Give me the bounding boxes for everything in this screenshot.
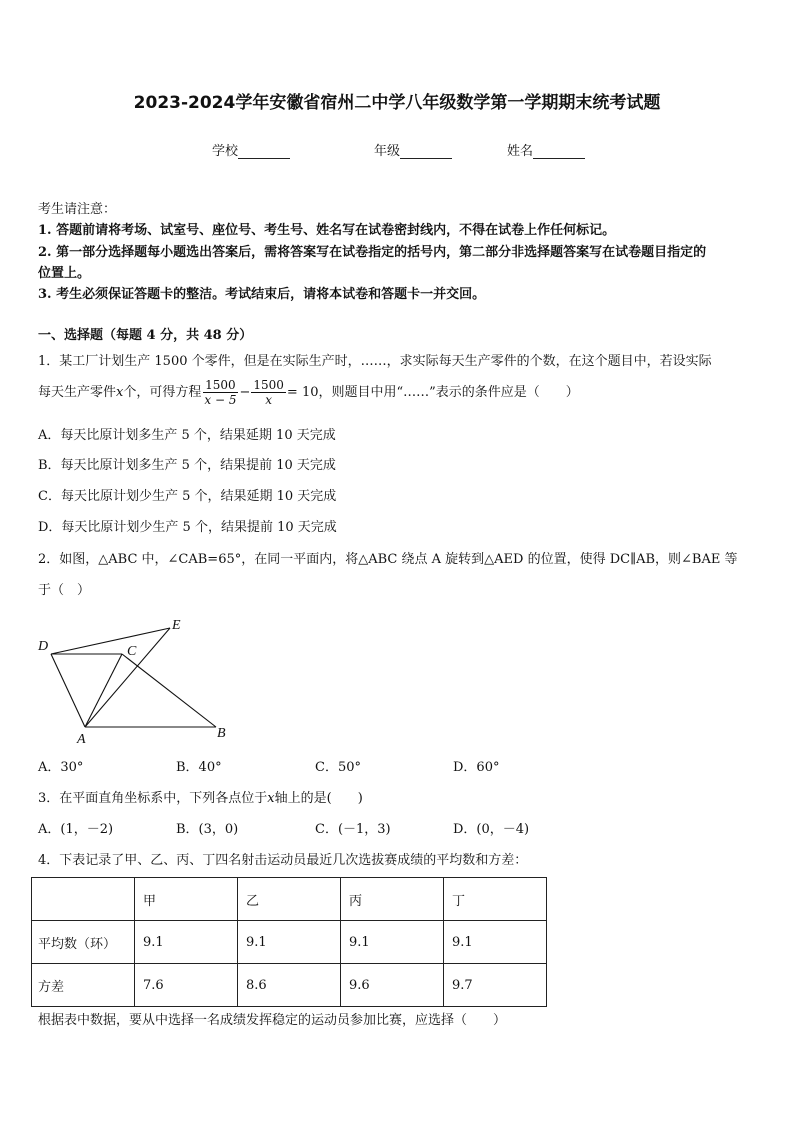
table-cell: 丙 [341,878,444,921]
table-cell: 甲 [135,878,238,921]
table-cell [32,878,135,921]
table-cell: 9.6 [341,964,444,1007]
q2-line2: 于（ ） [38,583,91,598]
fraction-1: $\frac{1500}{x - 5}$ [204,378,237,407]
label-a: A [77,732,86,747]
table-cell: 9.1 [238,921,341,964]
name-label: 姓名 [507,144,534,159]
label-b: B [217,726,226,741]
table-header-row [32,878,547,921]
q3-option-c: C．(－1，3) [315,822,391,837]
grade-field [374,140,452,159]
grade-blank [400,144,452,159]
notice-heading: 考生请注意： [38,202,117,217]
q2-option-c: C．50° [315,760,361,775]
table-cell: 方差 [32,964,135,1007]
q3-line: 3．在平面直角坐标系中，下列各点位于x轴上的是( ) [38,791,363,806]
segment-ae [85,628,170,727]
table-row [32,964,547,1007]
table-cell: 平均数（环） [32,921,135,964]
q1-option-c: C．每天比原计划少生产 5 个，结果延期 10 天完成 [38,489,337,504]
q4-after: 根据表中数据，要从中选择一名成绩发挥稳定的运动员参加比赛，应选择（ ） [38,1013,507,1028]
label-c: C [127,644,137,659]
q2-option-b: B．40° [176,760,222,775]
table-cell: 丁 [444,878,547,921]
q1-option-a: A．每天比原计划多生产 5 个，结果延期 10 天完成 [38,428,336,443]
school-label: 学校 [212,144,239,159]
segment-cb [122,654,216,727]
q1-option-b: B．每天比原计划多生产 5 个，结果提前 10 天完成 [38,458,336,473]
table-cell: 9.1 [135,921,238,964]
school-field [212,140,290,159]
notice-item-1: 1. 答题前请将考场、试室号、座位号、考生号、姓名写在试卷密封线内，不得在试卷上作任何标记。 [38,223,616,238]
table-cell: 9.1 [341,921,444,964]
table-cell: 8.6 [238,964,341,1007]
school-blank [238,144,290,159]
section-heading: 一、选择题（每题 4 分，共 48 分） [38,328,253,343]
q3-option-d: D．(0，－4) [453,822,530,837]
table-cell: 9.7 [444,964,547,1007]
segment-de [51,628,170,654]
table-cell: 7.6 [135,964,238,1007]
page-title: 2023-2024学年安徽省宿州二中学八年级数学第一学期期末统考试题 [133,93,661,113]
notice-item-3: 3. 考生必须保证答题卡的整洁。考试结束后，请将本试卷和答题卡一并交回。 [38,287,486,302]
table-cell: 9.1 [444,921,547,964]
q2-option-d: D．60° [453,760,500,775]
name-blank [533,144,585,159]
grade-label: 年级 [374,144,401,159]
q4-line1: 4．下表记录了甲、乙、丙、丁四名射击运动员最近几次选拔赛成绩的平均数和方差： [38,853,528,868]
label-e: E [172,618,181,633]
table-row [32,921,547,964]
scores-table [31,877,547,1007]
segment-da [51,654,85,727]
notice-item-2: 2. 第一部分选择题每小题选出答案后，需将答案写在试卷指定的括号内，第二部分非选择题答案写在试卷题目指定的 [38,245,707,260]
q2-option-a: A．30° [38,760,84,775]
fraction-2: $\frac{1500}{x}$ [253,378,284,407]
name-field [507,140,585,159]
geometry-figure [30,612,240,752]
q2-line1: 2．如图，△ABC 中，∠CAB=65°，在同一平面内，将△ABC 绕点 A 旋转到△AED 的位置，使得 DC∥AB，则∠BAE 等 [38,552,738,567]
label-d: D [38,639,49,654]
notice-item-2-cont: 位置上。 [38,266,91,281]
q3-option-b: B．(3，0) [176,822,239,837]
q3-option-a: A．(1，－2) [38,822,114,837]
q1-line1: 1．某工厂计划生产 1500 个零件，但是在实际生产时，……，求实际每天生产零件的个数，在这个题目中，若设实际 [38,354,712,369]
q1-option-d: D．每天比原计划少生产 5 个，结果提前 10 天完成 [38,520,337,535]
q1-line2: 每天生产零件x个，可得方程 $\frac{1500}{x - 5}$ − $\frac{1500}{x}$ = 10，则题目中用“……”表示的条件应是（ ） [38,378,579,407]
table-cell: 乙 [238,878,341,921]
